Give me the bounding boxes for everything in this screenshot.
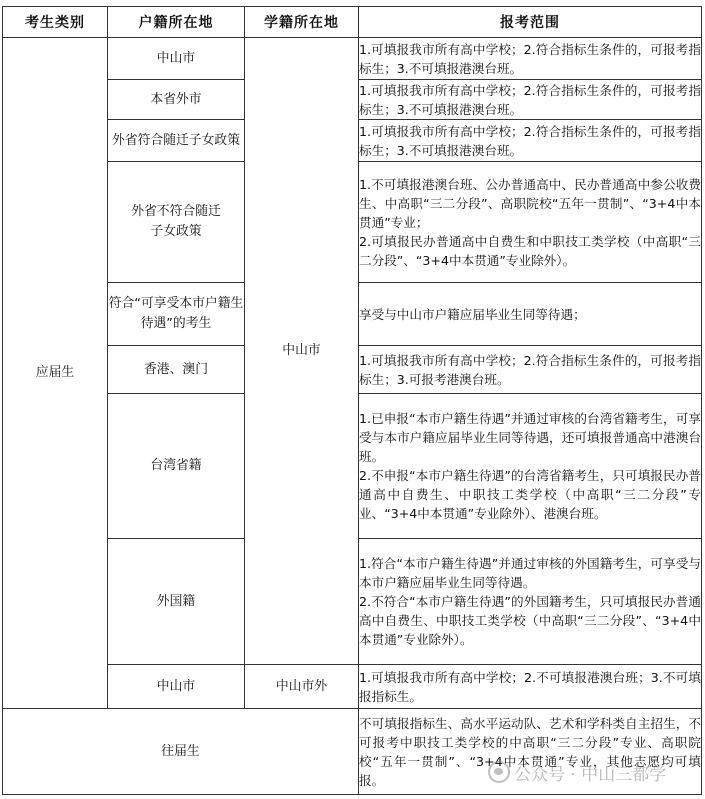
- scope-paragraph: 1.可填报我市所有高中学校；2.不可填报港澳台班；3.不可填报指标生。: [359, 669, 701, 704]
- scope-paragraph: 1.可填报我市所有高中学校；2.符合指标生条件的，可报考指标生；3.不可填报港澳台班。: [359, 123, 701, 158]
- scope-paragraph: 2.不符合“本市户籍生待遇”的外国籍考生，只可填报民办普通高中自费生、中职技工类学校（中高职“三二分段”、“3+4中本贯通”专业除外）。: [359, 594, 701, 647]
- household-cell: 符合“可享受本市户籍生待遇”的考生: [108, 283, 245, 346]
- header-household: 户籍所在地: [108, 7, 245, 38]
- table-row: [3, 709, 702, 795]
- scope-cell: [359, 665, 702, 709]
- header-scope: 报考范围: [359, 7, 702, 38]
- school-status-outside: 中山市外: [245, 665, 359, 709]
- scope-paragraph: 1.可填报我市所有高中学校；2.符合指标生条件的，可报考指标生；3.不可填报港澳台班。: [359, 41, 701, 76]
- scope-cell: [359, 394, 702, 539]
- table-row: [3, 665, 702, 709]
- scope-cell: [359, 162, 702, 283]
- household-cell: 外国籍: [108, 539, 245, 665]
- household-cell: 中山市: [108, 38, 245, 80]
- scope-paragraph: 不可填报指标生、高水平运动队、艺术和学科类自主招生，不可报考中职技工类学校的中高职“三二分段”专业、高职院校“五年一贯制”、“3+4中本贯通”专业，其他志愿均可填报。: [359, 715, 701, 788]
- scope-paragraph: 享受与中山市户籍应届毕业生同等待遇；: [359, 306, 586, 322]
- household-cell: 外省不符合随迁子女政策: [108, 162, 245, 283]
- scope-cell: [359, 539, 702, 665]
- scope-cell: [359, 709, 702, 795]
- admission-scope-table: [2, 6, 702, 795]
- scope-cell: [359, 38, 702, 80]
- watermark-text: 公众号 · 中山三都学: [514, 764, 667, 785]
- household-cell: 外省符合随迁子女政策: [108, 120, 245, 162]
- household-cell: 本省外市: [108, 80, 245, 120]
- scope-cell: [359, 80, 702, 120]
- household-cell: 台湾省籍: [108, 394, 245, 539]
- category-past: 往届生: [3, 709, 359, 795]
- scope-paragraph: 1.符合“本市户籍生待遇”并通过审核的外国籍考生，可享受与本市户籍应届毕业生同等待遇。: [359, 556, 701, 590]
- scope-paragraph: 1.已申报“本市户籍生待遇”并通过审核的台湾省籍考生，可享受与本市户籍应届毕业生同等待遇，还可填报普通高中港澳台班。: [359, 411, 701, 464]
- table-row: [3, 38, 702, 80]
- scope-paragraph: 2.不申报“本市户籍生待遇”的台湾省籍考生，只可填报民办普通高中自费生、中职技工类学校（中高职“三二分段”专业、“3+4中本贯通”专业除外）、港澳台班。: [359, 468, 701, 521]
- header-category: 考生类别: [3, 7, 108, 38]
- household-cell: 中山市: [108, 665, 245, 709]
- school-status-zhongshan: 中山市: [245, 38, 359, 665]
- header-school-status: 学籍所在地: [245, 7, 359, 38]
- category-current: 应届生: [3, 38, 108, 709]
- scope-paragraph: 1.可填报我市所有高中学校；2.符合指标生条件的，可报考指标生；3.可报考港澳台班。: [359, 352, 701, 387]
- scope-cell: [359, 120, 702, 162]
- scope-cell: [359, 346, 702, 394]
- household-cell: 香港、澳门: [108, 346, 245, 394]
- header-row: [3, 7, 702, 38]
- scope-paragraph: 1.可填报我市所有高中学校；2.符合指标生条件的，可报考指标生；3.不可填报港澳台班。: [359, 82, 701, 117]
- scope-cell: [359, 283, 702, 346]
- scope-paragraph: 2.可填报民办普通高中自费生和中职技工类学校（中高职“三二分段”、“3+4中本贯通”专业除外）。: [359, 233, 701, 268]
- scope-paragraph: 1.不可填报港澳台班、公办普通高中、民办普通高中参公收费生、中高职“三二分段”、高职院校“五年一贯制”、“3+4中本贯通”专业；: [359, 176, 701, 230]
